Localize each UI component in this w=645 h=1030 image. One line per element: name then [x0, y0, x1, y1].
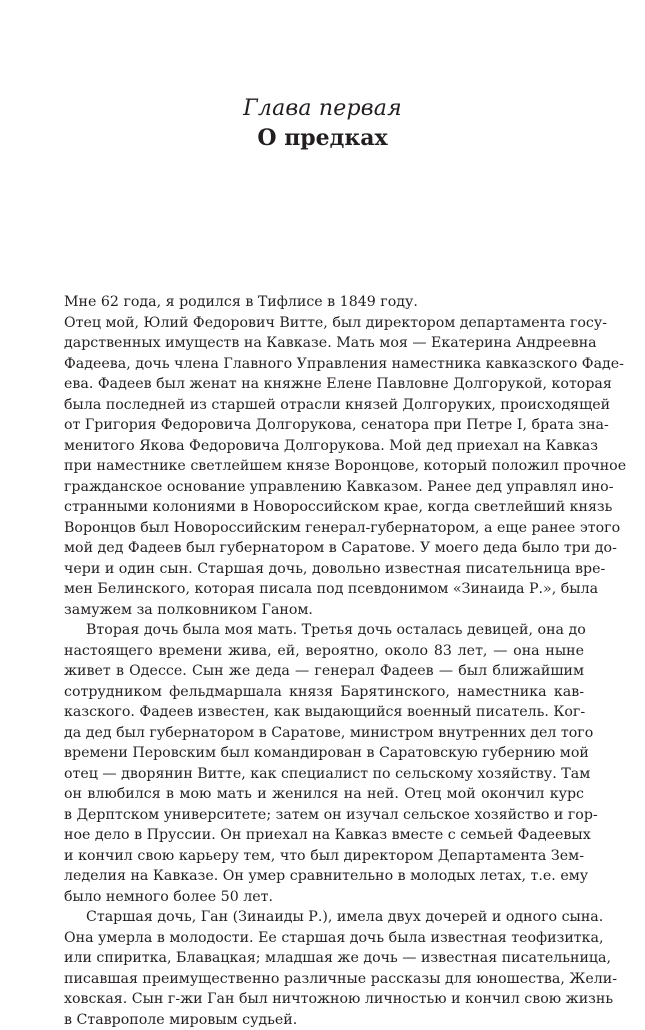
text-line: странными колониями в Новороссийском крае, когда светлейший князь: [64, 497, 584, 518]
text-line: живет в Одессе. Сын же деда — генерал Фадеев — был ближайшим: [64, 661, 584, 682]
text-line: ное дело в Пруссии. Он приехал на Кавказ вместе с семьей Фадеевых: [64, 825, 584, 846]
text-line: Мне 62 года, я родился в Тифлисе в 1849 году.: [64, 292, 584, 313]
body-text: [64, 292, 584, 1030]
text-line: в Дерптском университете; затем он изучал сельское хозяйство и гор-: [64, 805, 584, 826]
text-line: в Ставрополе мировым судьей.: [64, 1010, 584, 1030]
text-line: Фадеева, дочь члена Главного Управления наместника кавказского Фаде-: [64, 354, 584, 375]
text-line: Отец мой, Юлий Федорович Витте, был директором департамента госу-: [64, 313, 584, 334]
text-line: при наместнике светлейшем князе Воронцове, который положил прочное: [64, 456, 584, 477]
text-line: отец — дворянин Витте, как специалист по сельскому хозяйству. Там: [64, 764, 584, 785]
text-line: от Григория Федоровича Долгорукова, сенатора при Петре I, брата зна-: [64, 415, 584, 436]
text-line: да дед был губернатором в Саратове, министром внутренних дел того: [64, 723, 584, 744]
text-line: и кончил свою карьеру тем, что был директором Департамента Зем-: [64, 846, 584, 867]
text-line: менитого Якова Федоровича Долгорукова. Мой дед приехал на Кавказ: [64, 436, 584, 457]
text-line: мой дед Фадеев был губернатором в Саратове. У моего деда было три до-: [64, 538, 584, 559]
text-line: сотрудником фельдмаршала князя Барятинского, наместника кав-: [64, 682, 584, 703]
text-line: времени Перовским был командирован в Саратовскую губернию мой: [64, 743, 584, 764]
text-line: чери и один сын. Старшая дочь, довольно известная писательница вре-: [64, 559, 584, 580]
text-line: дарственных имуществ на Кавказе. Мать моя — Екатерина Андреевна: [64, 333, 584, 354]
text-line: казского. Фадеев известен, как выдающийся военный писатель. Ког-: [64, 702, 584, 723]
text-line: или спиритка, Блавацкая; младшая же дочь — известная писательница,: [64, 948, 584, 969]
text-line: Старшая дочь, Ган (Зинаиды Р.), имела двух дочерей и одного сына.: [64, 907, 584, 928]
text-line: Она умерла в молодости. Ее старшая дочь была известная теофизитка,: [64, 928, 584, 949]
text-line: было немного более 50 лет.: [64, 887, 584, 908]
text-line: Воронцов был Новороссийским генерал-губернатором, а еще ранее этого: [64, 518, 584, 539]
chapter-label: Глава первая: [0, 96, 645, 122]
text-line: замужем за полковником Ганом.: [64, 600, 584, 621]
text-line: ховская. Сын г-жи Ган был ничтожною личностью и кончил свою жизнь: [64, 989, 584, 1010]
text-line: он влюбился в мою мать и женился на ней. Отец мой окончил курс: [64, 784, 584, 805]
text-line: ева. Фадеев был женат на княжне Елене Павловне Долгорукой, которая: [64, 374, 584, 395]
text-line: Вторая дочь была моя мать. Третья дочь осталась девицей, она до: [64, 620, 584, 641]
text-line: гражданское основание управлению Кавказом. Ранее дед управлял ино-: [64, 477, 584, 498]
text-line: мен Белинского, которая писала под псевдонимом «Зинаида Р.», была: [64, 579, 584, 600]
text-line: писавшая преимущественно различные рассказы для юношества, Жели-: [64, 969, 584, 990]
text-line: была последней из старшей отрасли князей Долгоруких, происходящей: [64, 395, 584, 416]
text-line: настоящего времени жива, ей, вероятно, около 83 лет, — она ныне: [64, 641, 584, 662]
text-line: леделия на Кавказе. Он умер сравнительно в молодых летах, т.е. ему: [64, 866, 584, 887]
chapter-title: О предках: [0, 125, 645, 151]
